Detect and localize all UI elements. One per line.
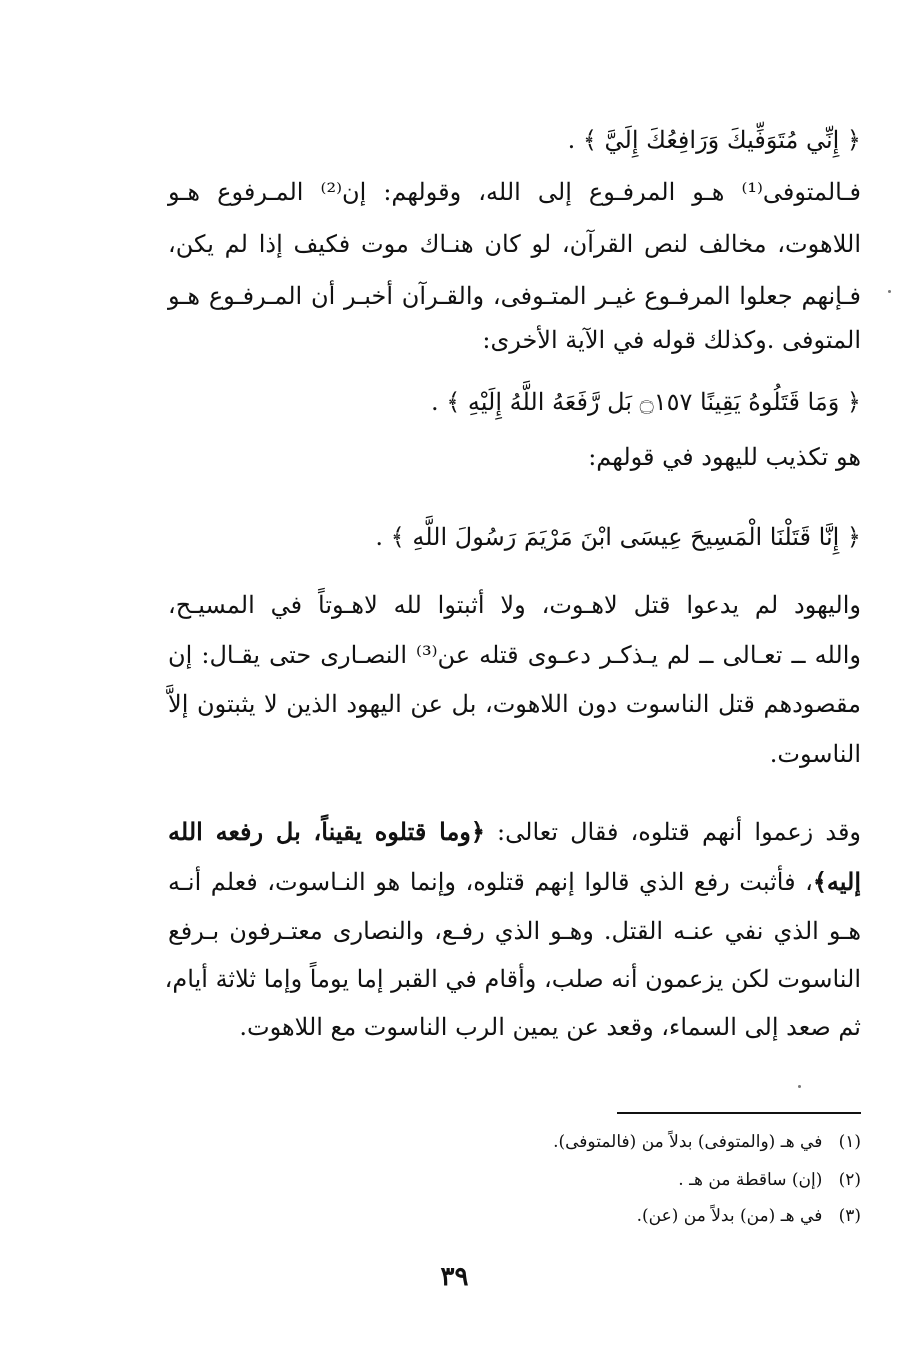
paragraph-3-line-4: الناسوت لكن يزعمون أنه صلب، وأقام في القبر إما يوماً وإما ثلاثة أيام،: [164, 965, 861, 993]
scan-speck: [798, 1085, 801, 1088]
footnote-2-text: (إن) ساقطة من هـ .: [678, 1170, 823, 1190]
quran-verse-3: ﴿ إِنَّا قَتَلْنَا الْمَسِيحَ عِيسَى ابْنَ مَرْيَمَ رَسُولَ اللَّهِ ﴾ .: [375, 523, 861, 551]
paragraph-2-line-1: واليهود لم يدعوا قتل لاهـوت، ولا أثبتوا لله لاهـوتاً في المسيـح،: [168, 591, 861, 619]
paragraph-3-line-2: [168, 865, 861, 899]
footnote-1: [553, 1130, 861, 1154]
refutation-line: هو تكذيب لليهود في قولهم:: [588, 443, 861, 471]
paragraph-1-line-4: المتوفى .وكذلك قوله في الآية الأخرى:: [482, 326, 861, 354]
page-number: ٣٩: [440, 1262, 469, 1292]
paragraph-2-line-4: الناسوت.: [769, 740, 861, 768]
footnote-1-text: في هـ (والمتوفى) بدلاً من (فالمتوفى).: [553, 1132, 823, 1152]
scan-speck: [888, 290, 891, 293]
paragraph-3-line-2-text: ، فأثبت رفع الذي قالوا إنهم قتلوه، وإنما هو النـاسوت، فعلم أنـه: [168, 868, 813, 896]
quran-verse-1: ﴿ إِنِّي مُتَوَفِّيكَ وَرَافِعُكَ إِلَيَّ ﴾ .: [567, 126, 861, 154]
paragraph-3-line-1: [168, 815, 861, 849]
footnote-3-number: (٣): [838, 1206, 861, 1226]
footnote-1-number: (١): [838, 1132, 861, 1152]
footnote-2-number: (٢): [838, 1170, 861, 1190]
paragraph-3-line-5: ثم صعد إلى السماء، وقعد عن يمين الرب الناسوت مع اللاهوت.: [239, 1013, 861, 1041]
paragraph-3-line-3: هـو الذي نفي عنـه القتل. وهـو الذي رفـع، والنصارى معتـرفون بـرفع: [168, 917, 861, 945]
quoted-verse-bold: ﴿وما قتلوه يقيناً، بل رفعه الله: [168, 817, 485, 846]
footnote-separator: [617, 1112, 861, 1114]
quran-verse-2: ﴿ وَمَا قَتَلُوهُ يَقِينًا ۝١٥٧ بَل رَّفَعَهُ اللَّهُ إِلَيْهِ ﴾ .: [430, 388, 861, 416]
paragraph-1-line-3: فـإنهم جعلوا المرفـوع غيـر المتـوفى، والقـرآن أخبـر أن المـرفـوع هـو: [168, 282, 861, 310]
paragraph-2-line-2: والله ــ تعـالى ــ لم يـذكـر دعـوى قتله عن⁽³⁾ النصـارى حتى يقـال: إن: [168, 641, 861, 669]
quoted-verse-bold-end: إليه﴾: [812, 867, 861, 896]
paragraph-1-line-2: اللاهوت، مخالف لنص القرآن، لو كان هنـاك موت فكيف إذا لم يكن،: [168, 230, 861, 258]
paragraph-2-line-3: مقصودهم قتل الناسوت دون اللاهوت، بل عن اليهود الذين لا يثبتون إلاَّ: [168, 690, 861, 718]
footnote-3-text: في هـ (من) بدلاً من (عن).: [636, 1206, 823, 1226]
paragraph-1-line-1: فـالمتوفى⁽¹⁾ هـو المرفـوع إلى الله، وقولهم: إن⁽²⁾ المـرفوع هـو: [168, 178, 861, 206]
paragraph-3-line-1-text: وقد زعموا أنهم قتلوه، فقال تعالى:: [484, 818, 862, 846]
footnote-2: [678, 1168, 861, 1192]
footnote-3: [637, 1204, 861, 1228]
